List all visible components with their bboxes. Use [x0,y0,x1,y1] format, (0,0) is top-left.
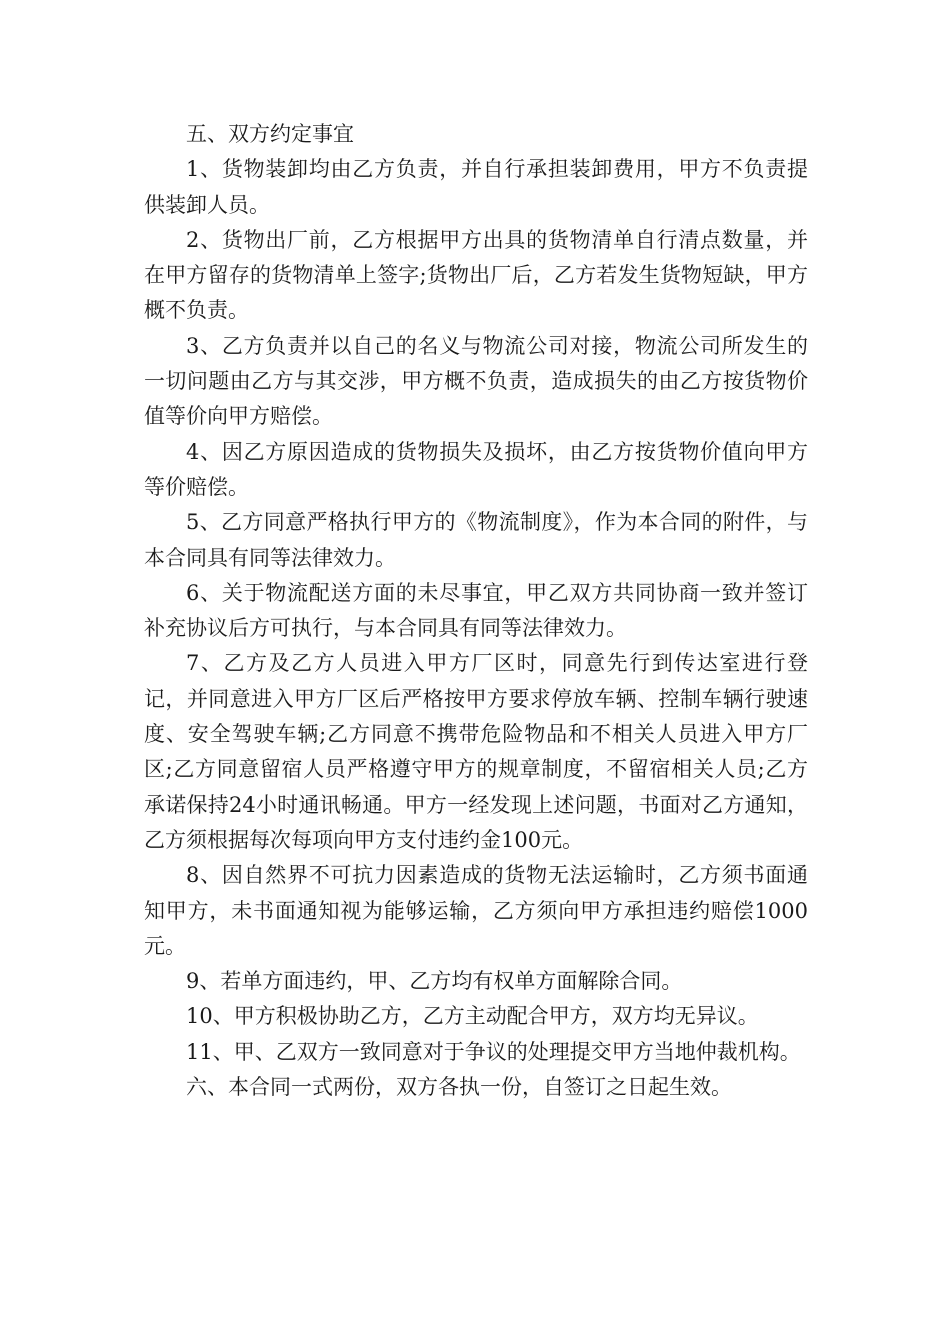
clause-4: 4、因乙方原因造成的货物损失及损坏，由乙方按货物价值向甲方等价赔偿。 [144,439,808,499]
section-heading-five: 五、双方约定事宜 [186,122,354,146]
clause-6: 6、关于物流配送方面的未尽事宜，甲乙双方共同协商一致并签订补充协议后方可执行，与本合同具有同等法律效力。 [144,580,808,641]
section-heading-six: 六、本合同一式两份，双方各执一份，自签订之日起生效。 [186,1075,732,1100]
clause-9: 9、若单方面违约，甲、乙方均有权单方面解除合同。 [186,969,683,994]
clause-1: 1、货物装卸均由乙方负责，并自行承担装卸费用，甲方不负责提供装卸人员。 [144,157,808,217]
document-body [144,117,808,1105]
clause-10: 10、甲方积极协助乙方，乙方主动配合甲方，双方均无异议。 [186,1004,759,1029]
clause-2: 2、货物出厂前，乙方根据甲方出具的货物清单自行清点数量，并在甲方留存的货物清单上签字;货物出厂后，乙方若发生货物短缺，甲方概不负责。 [144,227,808,323]
clause-3: 3、乙方负责并以自己的名义与物流公司对接，物流公司所发生的一切问题由乙方与其交涉，甲方概不负责，造成损失的由乙方按货物价值等价向甲方赔偿。 [144,333,808,429]
clause-11: 11、甲、乙双方一致同意对于争议的处理提交甲方当地仲裁机构。 [186,1039,801,1064]
clause-5: 5、乙方同意严格执行甲方的《物流制度》，作为本合同的附件，与本合同具有同等法律效力。 [144,510,808,570]
clause-8: 8、因自然界不可抗力因素造成的货物无法运输时，乙方须书面通知甲方，未书面通知视为能够运输，乙方须向甲方承担违约赔偿1000元。 [144,863,808,958]
clause-7: 7、乙方及乙方人员进入甲方厂区时，同意先行到传达室进行登记，并同意进入甲方厂区后严格按甲方要求停放车辆、控制车辆行驶速度、安全驾驶车辆;乙方同意不携带危险物品和不相关人员进入甲方厂区;乙方同意留宿人员严格遵守甲方的规章制度，不留宿相关人员;乙方承诺保持24小时通讯畅通。甲方一经发现上述问题，书面对乙方通知，乙方须根据每次每项向甲方支付违约金100元。 [144,651,808,852]
